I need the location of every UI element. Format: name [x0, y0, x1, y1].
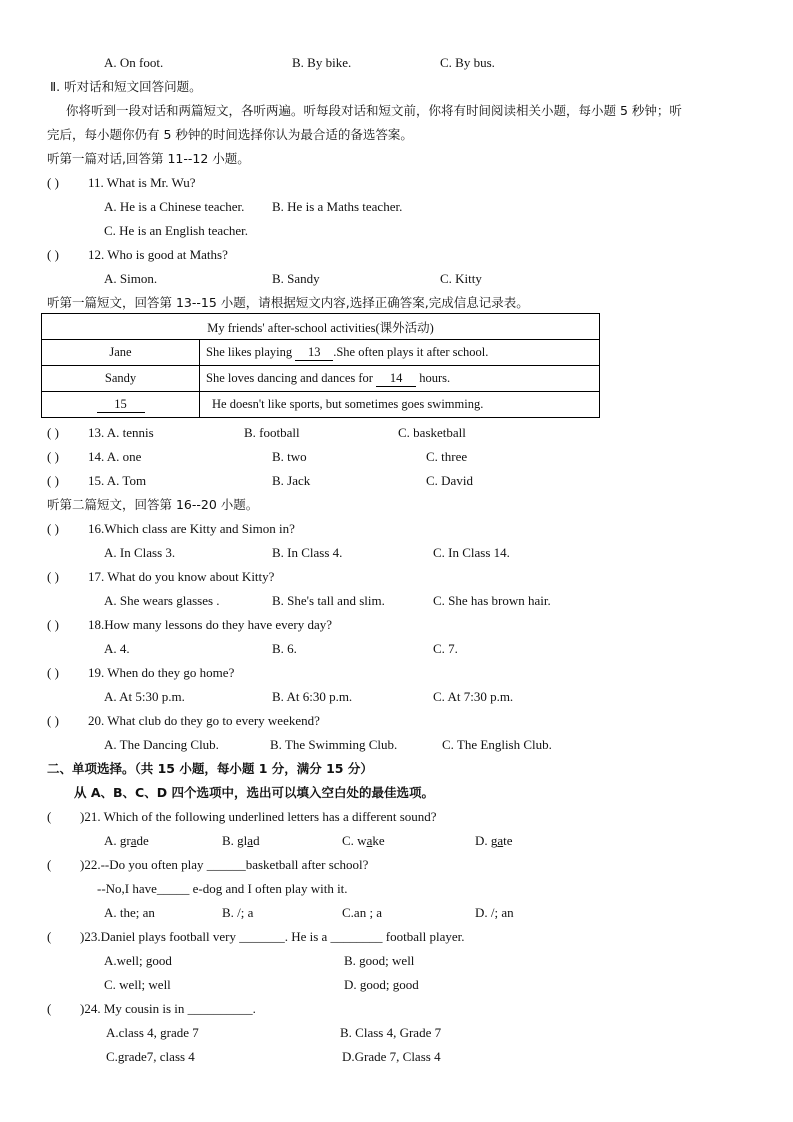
option-b: B. Jack	[272, 473, 311, 488]
option-d: D.Grade 7, Class 4	[342, 1049, 441, 1064]
section-heading: Ⅱ. 听对话和短文回答问题。	[50, 79, 202, 94]
option-a: A.class 4, grade 7	[106, 1025, 199, 1040]
question-stem: 20. What club do they go to every weekend?	[88, 713, 320, 728]
option-b: B. She's tall and slim.	[272, 593, 385, 608]
instruction-line: 完后，每小题你仍有 5 秒钟的时间选择你认为最合适的备选答案。	[47, 127, 413, 142]
option-b: B. In Class 4.	[272, 545, 343, 560]
option-b: B. glad	[222, 833, 260, 848]
option-c: C. basketball	[398, 425, 466, 440]
question-stem-continued: --No,I have_____ e-dog and I often play with it.	[97, 881, 348, 896]
answer-paren: ( )	[47, 569, 59, 584]
option-a: A. grade	[104, 833, 149, 848]
table-text-cell: He doesn't like sports, but sometimes goes swimming.	[200, 392, 600, 418]
answer-paren: ( )	[47, 665, 59, 680]
option-a: A. She wears glasses .	[104, 593, 220, 608]
table-name-cell: Jane	[42, 340, 200, 366]
option-a: A. 4.	[104, 641, 130, 656]
dialogue-heading: 听第一篇对话,回答第 11--12 小题。	[47, 151, 250, 166]
table-name-cell: Sandy	[42, 366, 200, 392]
part2-heading: 二、单项选择。（共 15 小题，每小题 1 分，满分 15 分）	[47, 761, 373, 776]
option-b: B. Class 4, Grade 7	[340, 1025, 442, 1040]
question-stem: 11. What is Mr. Wu?	[88, 175, 196, 190]
option-b: B. The Swimming Club.	[270, 737, 398, 752]
question-stem: )21. Which of the following underlined letters has a different sound?	[80, 809, 437, 824]
table-name-cell	[42, 392, 200, 418]
option-b: B. two	[272, 449, 307, 464]
option-c: C. 7.	[433, 641, 458, 656]
answer-paren: ( )	[47, 175, 59, 190]
option-c: C. wake	[342, 833, 385, 848]
answer-paren: ( )	[47, 425, 59, 440]
question-stem: 15. A. Tom	[88, 473, 147, 488]
table-title: My friends' after-school activities(课外活动)	[42, 314, 600, 340]
option-d: D. good; good	[344, 977, 419, 992]
answer-paren: ( )	[47, 247, 59, 262]
option-a: A. He is a Chinese teacher.	[104, 199, 245, 214]
option-a: A. Simon.	[104, 271, 158, 286]
option-a: A. On foot.	[104, 55, 164, 70]
option-b: B. football	[244, 425, 300, 440]
option-b: B. /; a	[222, 905, 254, 920]
question-stem: 13. A. tennis	[88, 425, 154, 440]
option-b: B. Sandy	[272, 271, 320, 286]
passage1-heading: 听第一篇短文，回答第 13--15 小题，请根据短文内容,选择正确答案,完成信息记录表。	[47, 295, 529, 310]
answer-paren: ( )	[47, 713, 59, 728]
answer-paren: (	[47, 929, 52, 944]
option-c: C. three	[426, 449, 468, 464]
question-stem: 14. A. one	[88, 449, 142, 464]
part2-instruction: 从 A、B、C、D 四个选项中，选出可以填入空白处的最佳选项。	[74, 785, 434, 800]
option-a: A. the; an	[104, 905, 155, 920]
option-c: C. She has brown hair.	[433, 593, 551, 608]
option-c: C. The English Club.	[442, 737, 552, 752]
question-stem: )23.Daniel plays football very _______. He is a ________ football player.	[80, 929, 465, 944]
option-c: C. In Class 14.	[433, 545, 510, 560]
option-c: C.an ; a	[342, 905, 383, 920]
table-text-cell: She loves dancing and dances for 14 hours.	[200, 366, 600, 392]
question-stem: 16.Which class are Kitty and Simon in?	[88, 521, 295, 536]
option-b: B. 6.	[272, 641, 297, 656]
answer-paren: ( )	[47, 617, 59, 632]
question-stem: 17. What do you know about Kitty?	[88, 569, 275, 584]
answer-paren: ( )	[47, 473, 59, 488]
answer-paren: (	[47, 809, 52, 824]
option-c: C. By bus.	[440, 55, 495, 70]
option-b: B. By bike.	[292, 55, 352, 70]
option-a: A.well; good	[104, 953, 172, 968]
instruction-line: 你将听到一段对话和两篇短文，各听两遍。听每段对话和短文前，你将有时间阅读相关小题，每小题 5 秒钟；听	[66, 103, 682, 118]
option-a: A. In Class 3.	[104, 545, 176, 560]
option-c: C. At 7:30 p.m.	[433, 689, 514, 704]
passage2-heading: 听第二篇短文，回答第 16--20 小题。	[47, 497, 259, 512]
answer-paren: (	[47, 857, 52, 872]
answer-paren: ( )	[47, 449, 59, 464]
table-text-cell: She likes playing 13 .She often plays it after school.	[200, 340, 600, 366]
answer-paren: ( )	[47, 521, 59, 536]
option-d: D. /; an	[475, 905, 514, 920]
option-c: C. Kitty	[440, 271, 482, 286]
option-c: C. David	[426, 473, 473, 488]
blank-14: 14	[376, 371, 416, 387]
question-stem: 12. Who is good at Maths?	[88, 247, 228, 262]
option-a: A. At 5:30 p.m.	[104, 689, 185, 704]
option-c: C.grade7, class 4	[106, 1049, 195, 1064]
info-table	[41, 313, 600, 418]
blank-13: 13	[295, 345, 333, 361]
question-stem: 18.How many lessons do they have every day?	[88, 617, 333, 632]
question-stem: )22.--Do you often play ______basketball after school?	[80, 857, 369, 872]
option-c: C. well; well	[104, 977, 171, 992]
question-stem: 19. When do they go home?	[88, 665, 235, 680]
option-b: B. good; well	[344, 953, 415, 968]
option-b: B. At 6:30 p.m.	[272, 689, 353, 704]
option-d: D. gate	[475, 833, 513, 848]
question-stem: )24. My cousin is in __________.	[80, 1001, 256, 1016]
option-b: B. He is a Maths teacher.	[272, 199, 403, 214]
answer-paren: (	[47, 1001, 52, 1016]
blank-15: 15	[97, 397, 145, 413]
option-a: A. The Dancing Club.	[104, 737, 219, 752]
option-c: C. He is an English teacher.	[104, 223, 249, 238]
